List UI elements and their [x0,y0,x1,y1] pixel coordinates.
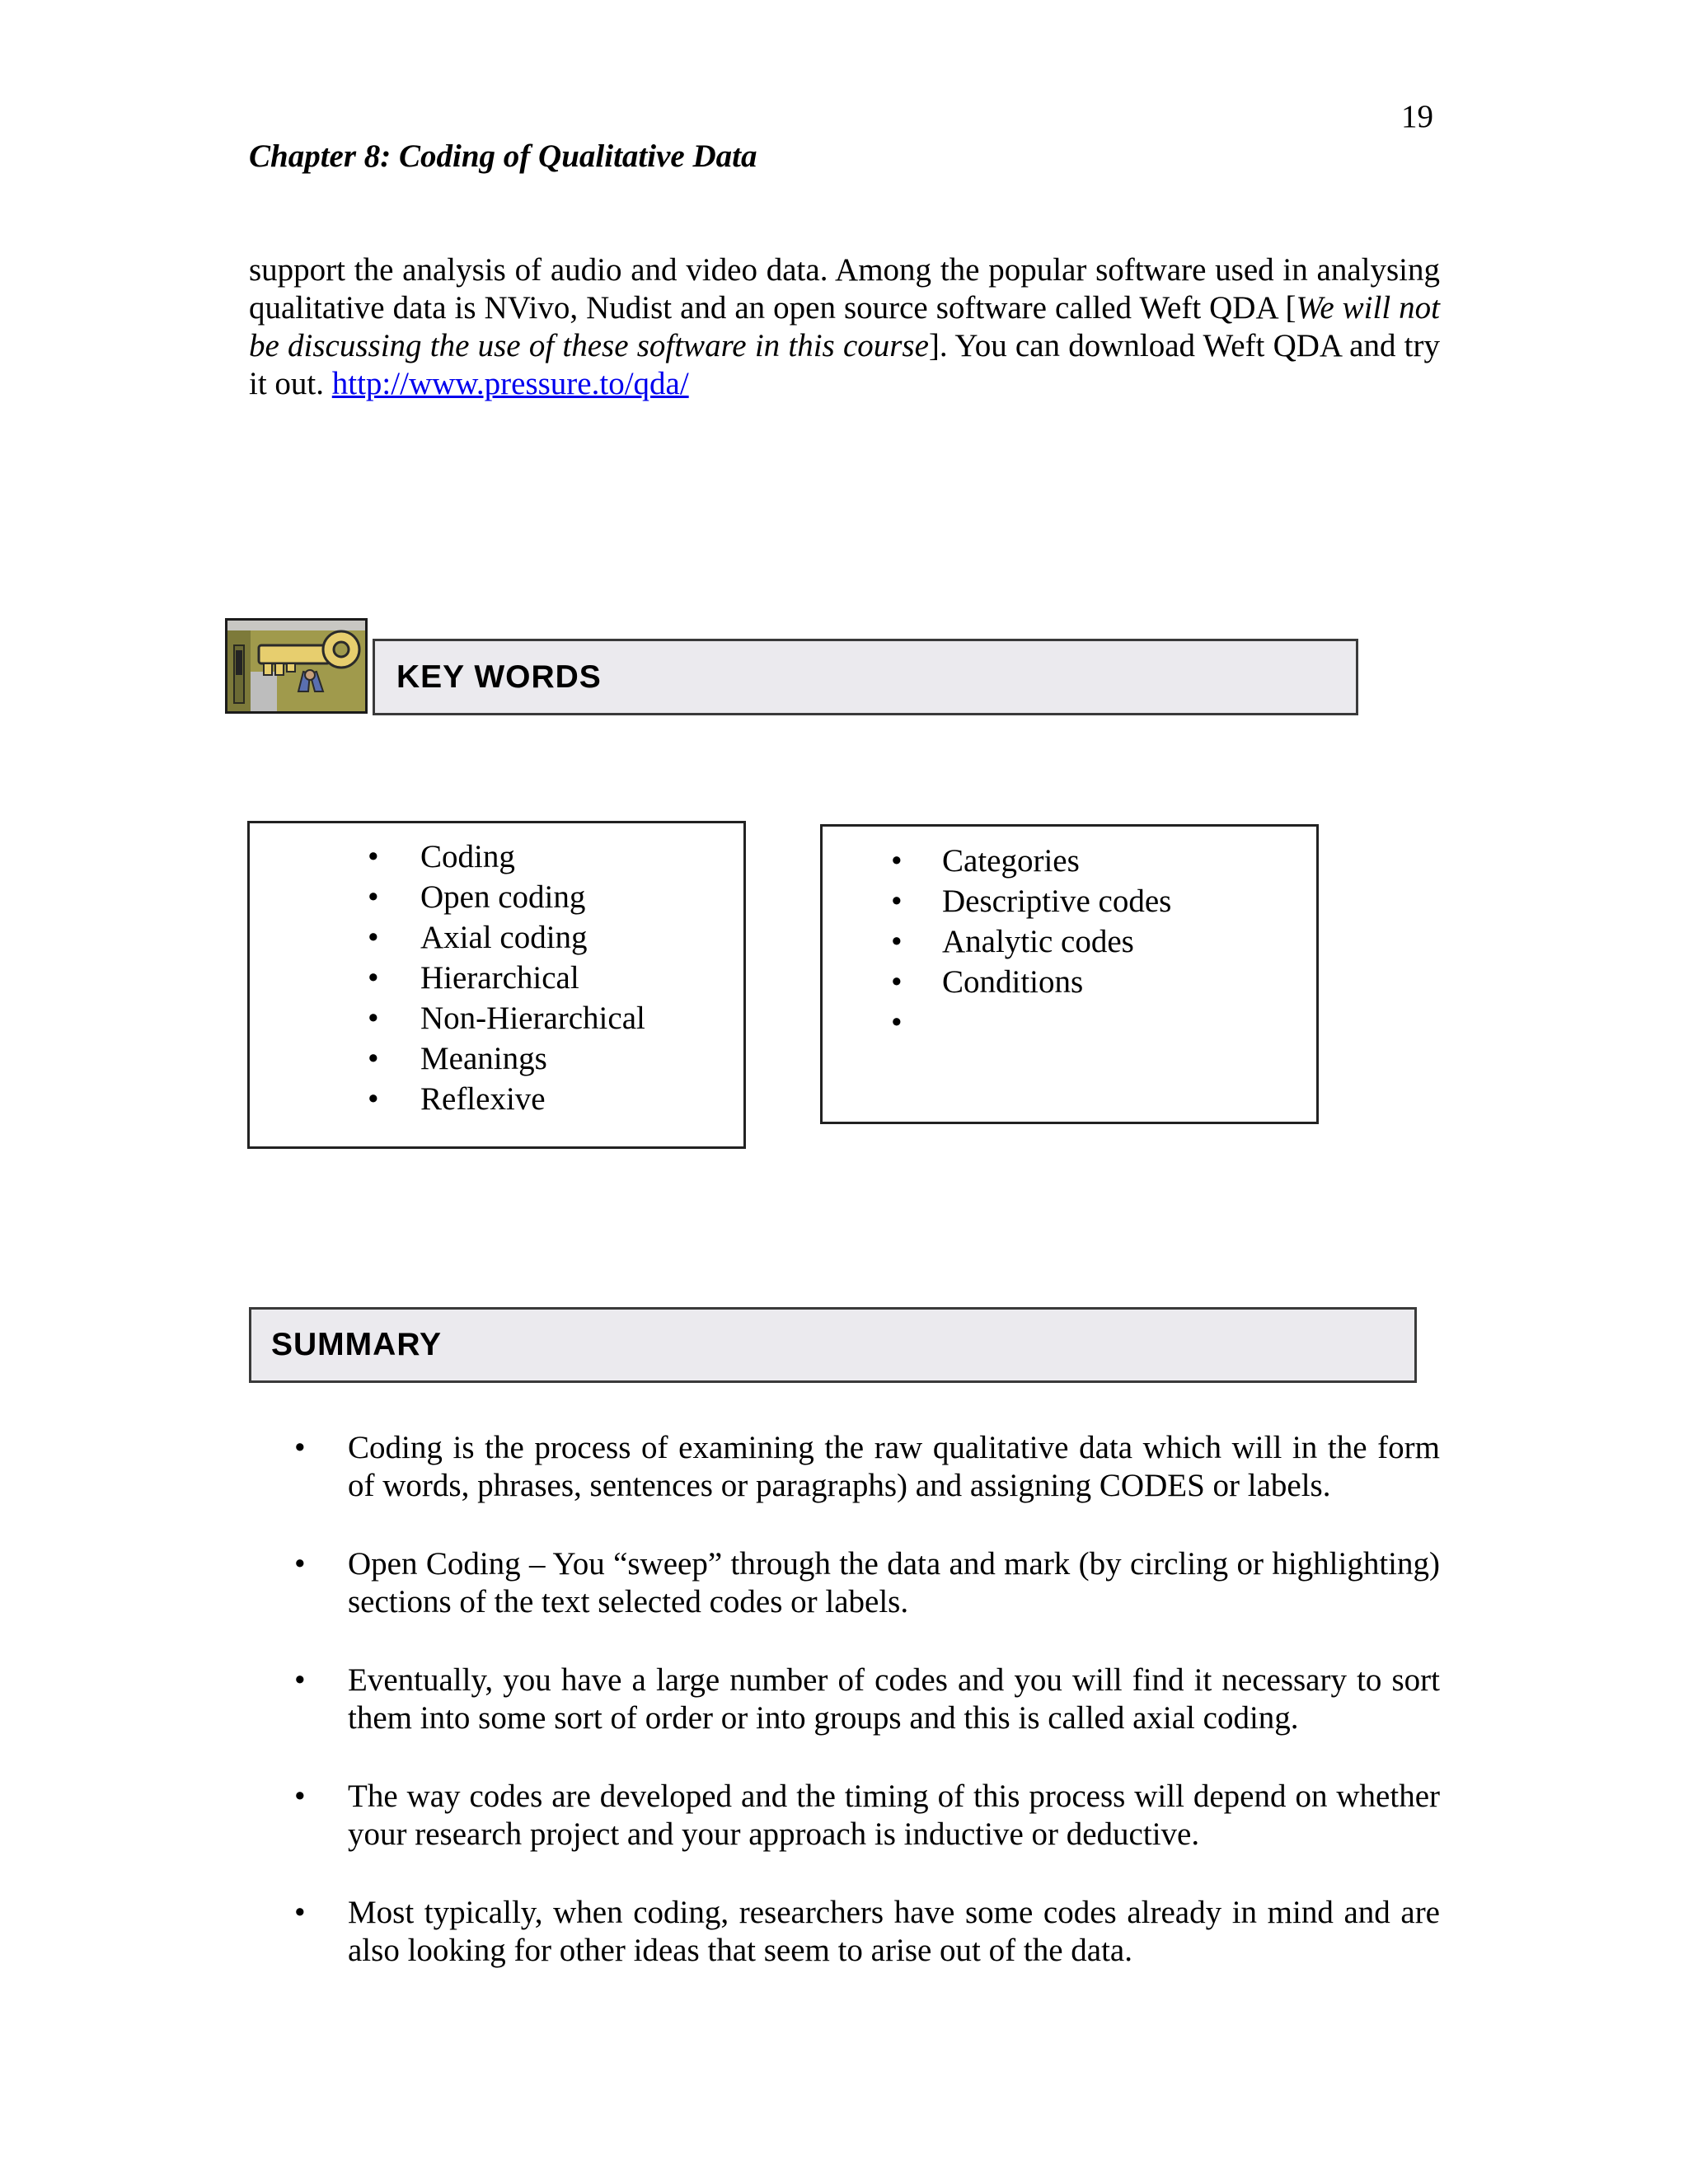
list-item [823,921,1316,962]
key-words-header [373,639,1358,715]
bullet-icon: • [294,1779,306,1814]
summary-list [249,1429,1440,2010]
key-word-label: Open coding [420,879,586,915]
bullet-icon: • [368,879,379,915]
bullet-icon: • [294,1662,306,1698]
bullet-icon: • [368,839,379,874]
key-word-label: Descriptive codes [942,883,1172,919]
key-word-label: Categories [942,843,1080,879]
summary-text: Open Coding – You “sweep” through the data and mark (by circling or highlighting) sections of the text selected codes or labels. [348,1546,1440,1619]
summary-text: The way codes are developed and the timing of this process will depend on whether your research project and your approach is inductive or deductive. [348,1779,1440,1852]
bullet-icon: • [294,1430,306,1465]
key-word-label: Reflexive [420,1081,546,1117]
summary-item [249,1661,1440,1737]
key-word-label: Analytic codes [942,924,1134,959]
summary-text: Eventually, you have a large number of codes and you will find it necessary to sort them into some sort of order or into groups and this is called axial coding. [348,1662,1440,1736]
list-item [250,958,743,998]
bullet-icon: • [368,1081,379,1117]
bullet-icon: • [368,960,379,996]
intro-text-2: ]. You can download Weft QDA and try it out. [249,328,1440,401]
summary-header [249,1307,1417,1383]
summary-item [249,1545,1440,1621]
list-item [250,877,743,917]
list-item [250,998,743,1038]
summary-text: Most typically, when coding, researchers have some codes already in mind and are also looking for other ideas that seem to arise out of the data. [348,1895,1440,1968]
bullet-icon: • [891,843,903,879]
summary-item [249,1429,1440,1505]
key-illustration [227,621,365,711]
key-icon [225,618,368,714]
list-item [250,917,743,958]
intro-text-1: support the analysis of audio and video data. Among the popular software used in analysing qualitative data is NVivo, Nudist and an open source software called Weft QDA [ [249,252,1440,326]
list-item [823,881,1316,921]
list-item [823,841,1316,881]
bullet-icon: • [368,1001,379,1036]
key-word-label: Meanings [420,1041,547,1076]
bullet-icon: • [294,1895,306,1930]
bullet-icon: • [891,1005,903,1040]
list-item [823,1002,1316,1043]
weft-qda-link[interactable]: http://www.pressure.to/qda/ [331,366,689,401]
summary-item [249,1894,1440,1970]
bullet-icon: • [891,924,903,959]
bullet-icon: • [891,964,903,1000]
summary-header-label: SUMMARY [271,1327,443,1362]
summary-text: Coding is the process of examining the raw qualitative data which will in the form of words, phrases, sentences or paragraphs) and assigning CODES or labels. [348,1430,1440,1503]
key-word-label: Conditions [942,964,1084,1000]
key-word-label: Coding [420,839,515,874]
intro-paragraph [249,251,1440,403]
list-item [250,1079,743,1119]
key-words-list-left [250,837,743,1119]
intro-italic-note: We will not be discussing the use of these software in this course [249,290,1440,363]
bullet-icon: • [294,1546,306,1582]
key-words-box-right [820,824,1319,1124]
bullet-icon: • [891,883,903,919]
key-word-label: Axial coding [420,920,588,955]
list-item [823,962,1316,1002]
bullet-icon: • [368,920,379,955]
key-word-label: Hierarchical [420,960,579,996]
list-item [250,1038,743,1079]
summary-item [249,1778,1440,1854]
list-item [250,837,743,877]
key-word-label: Non-Hierarchical [420,1001,645,1036]
key-words-box-left [247,821,746,1149]
bullet-icon: • [368,1041,379,1076]
chapter-title: Chapter 8: Coding of Qualitative Data [249,138,757,174]
page-number: 19 [1401,99,1433,134]
key-words-header-label: KEY WORDS [396,658,602,695]
key-words-list-right [823,841,1316,1043]
